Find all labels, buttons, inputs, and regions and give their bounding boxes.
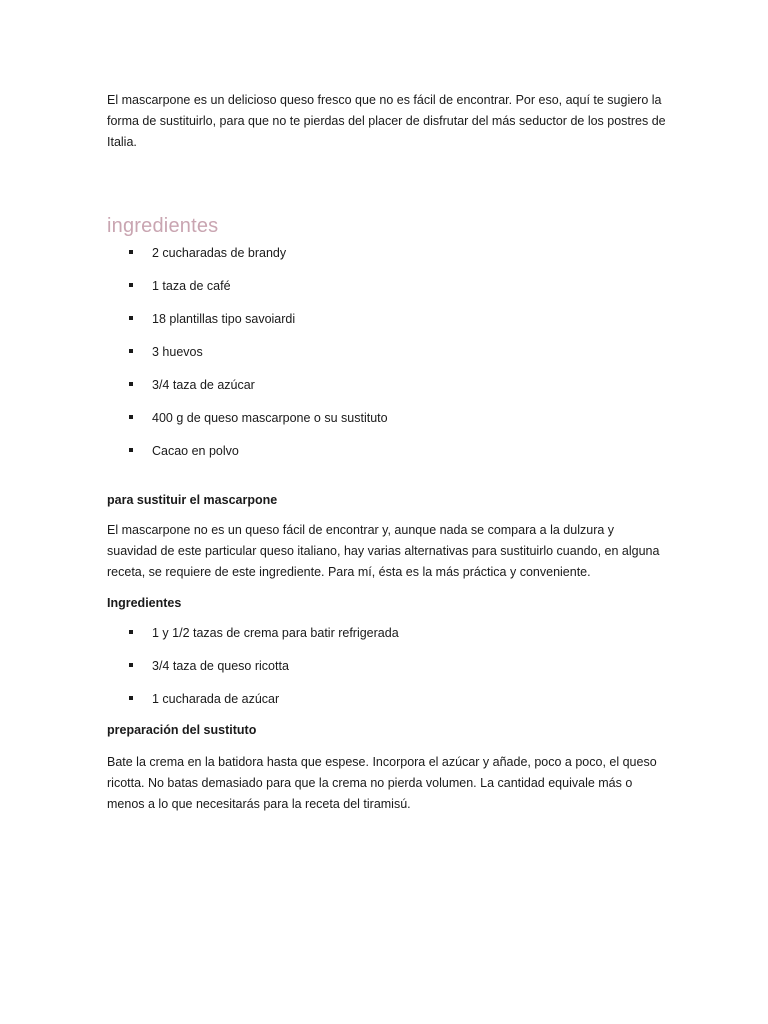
list-item-text: Cacao en polvo (152, 444, 239, 458)
bullet-icon (129, 448, 133, 452)
sub-ingredientes-heading: Ingredientes (107, 596, 182, 610)
bullet-icon (129, 382, 133, 386)
list-item (107, 658, 667, 674)
bullet-icon (129, 630, 133, 634)
list-item (107, 625, 667, 641)
list-item-text: 1 cucharada de azúcar (152, 692, 280, 706)
bullet-icon (129, 696, 133, 700)
list-item (107, 443, 667, 459)
list-item-text: 1 y 1/2 tazas de crema para batir refrigerada (152, 626, 399, 640)
list-item (107, 311, 667, 327)
list-item-text: 18 plantillas tipo savoiardi (152, 312, 296, 326)
list-item-text: 3/4 taza de azúcar (152, 378, 255, 392)
list-item-text: 400 g de queso mascarpone o su sustituto (152, 411, 388, 425)
document-content (107, 90, 667, 815)
sustituir-paragraph: El mascarpone no es un queso fácil de encontrar y, aunque nada se compara a la dulzura y suavidad de este particular queso italiano, hay varias alternativas para sustituirlo cuando, en alguna receta, se requiere de este ingrediente. Para mí, ésta es la más práctica y conveniente. (107, 523, 660, 579)
preparacion-heading: preparación del sustituto (107, 723, 257, 737)
preparacion-paragraph: Bate la crema en la batidora hasta que espese. Incorpora el azúcar y añade, poco a poco, el queso ricotta. No batas demasiado para que la crema no pierda volumen. La cantidad equivale más o menos a lo que necesitarás para la receta del tiramisú. (107, 755, 657, 811)
list-item (107, 344, 667, 360)
sub-ingredientes-list (107, 625, 667, 707)
list-item-text: 3 huevos (152, 345, 203, 359)
ingredientes-list (107, 245, 667, 459)
list-item (107, 278, 667, 294)
bullet-icon (129, 663, 133, 667)
list-item-text: 3/4 taza de queso ricotta (152, 659, 289, 673)
sustituir-heading: para sustituir el mascarpone (107, 493, 278, 507)
bullet-icon (129, 349, 133, 353)
bullet-icon (129, 415, 133, 419)
list-item (107, 377, 667, 393)
ingredientes-heading: ingredientes (107, 215, 219, 237)
intro-paragraph: El mascarpone es un delicioso queso fresco que no es fácil de encontrar. Por eso, aquí te sugiero la forma de sustituirlo, para que no te pierdas del placer de disfrutar del más seductor de los postres de Italia. (107, 93, 666, 149)
bullet-icon (129, 250, 133, 254)
list-item (107, 410, 667, 426)
bullet-icon (129, 283, 133, 287)
list-item (107, 691, 667, 707)
list-item-text: 1 taza de café (152, 279, 231, 293)
list-item-text: 2 cucharadas de brandy (152, 246, 287, 260)
bullet-icon (129, 316, 133, 320)
list-item (107, 245, 667, 261)
